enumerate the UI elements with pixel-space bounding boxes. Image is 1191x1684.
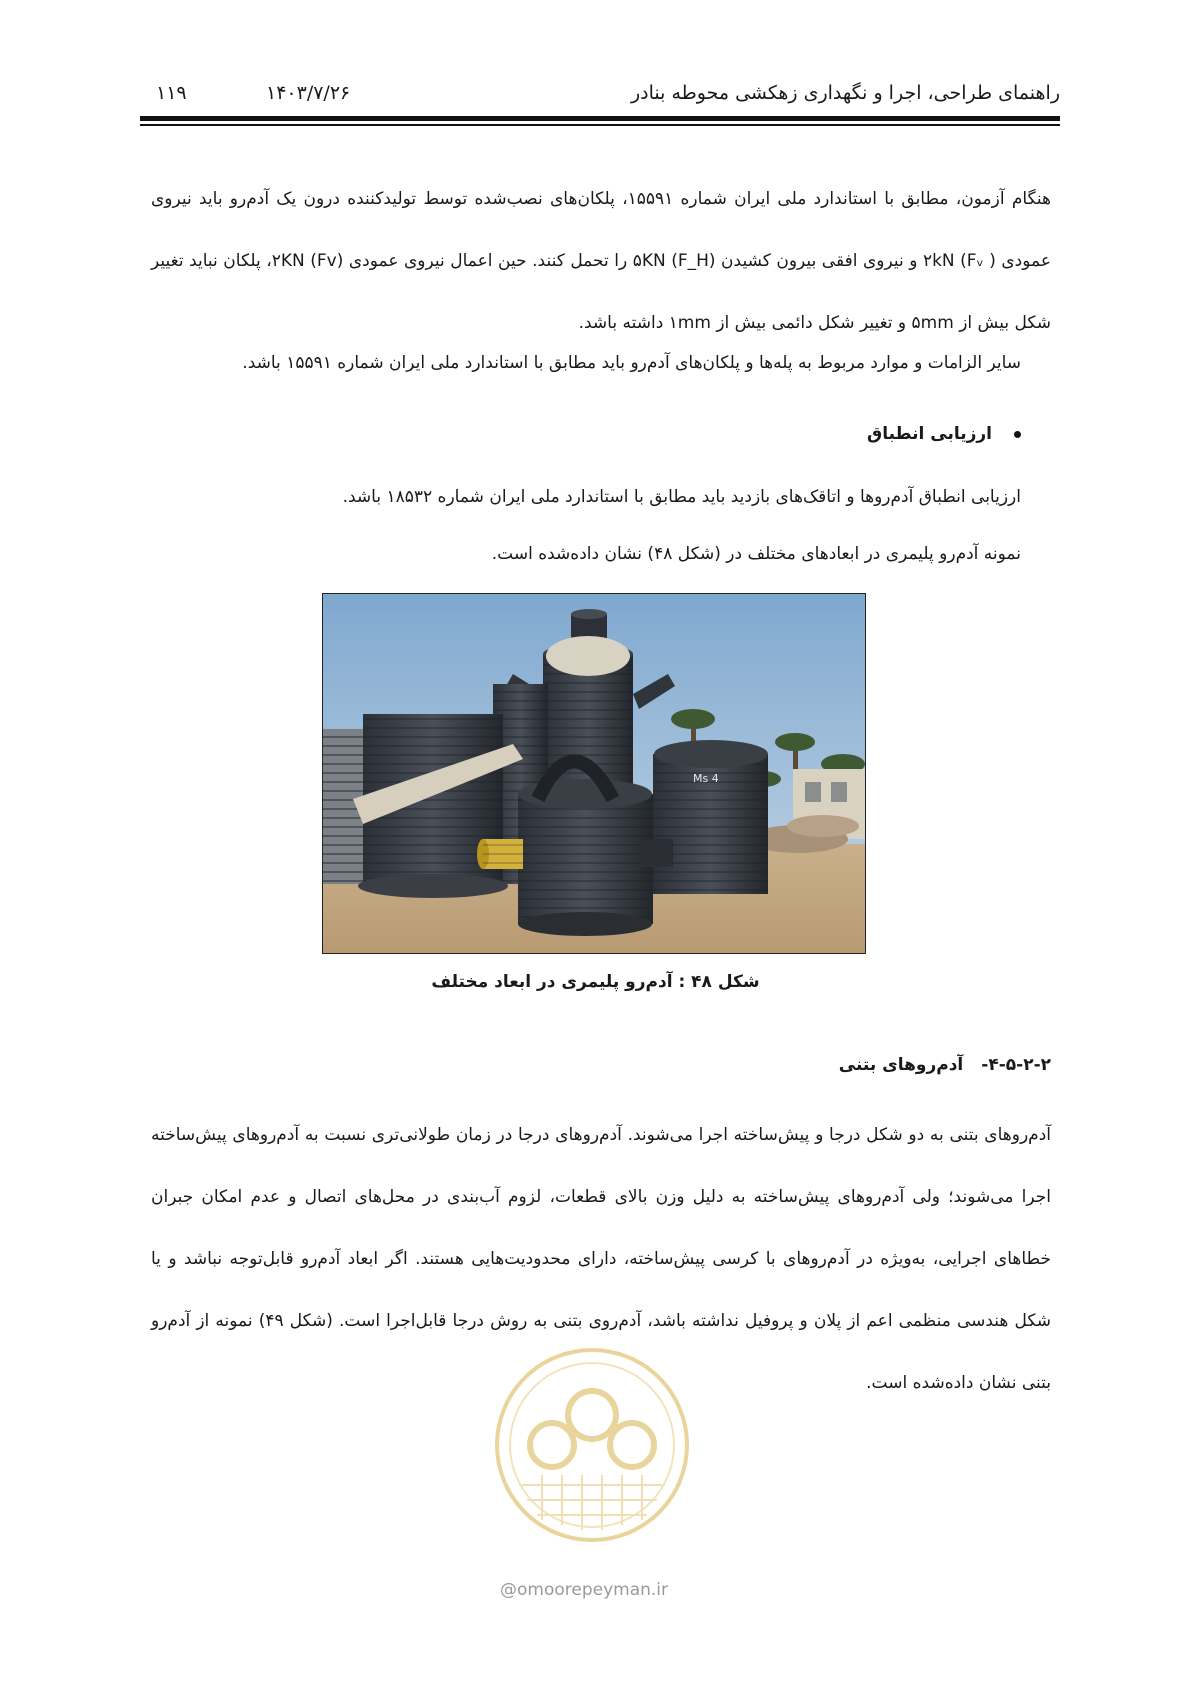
paragraph-concrete-manholes: آدم‌روهای بتنی به دو شکل درجا و پیش‌ساخته اجرا می‌شوند. آدم‌روهای درجا در زمان طولانی‌تری نسبت به آدم‌روهای پیش‌ساخته اجرا می‌شوند؛ ولی آدم‌روهای پیش‌ساخته به دلیل وزن بالای قطعات، لزوم آب‌بندی در محل‌های اتصال و عدم امکان جبران خطاهای اجرایی، به‌ویژه در آدم‌روهای با کرسی پیش‌ساخته، دارای محدودیت‌هایی هستند. اگر ابعاد آدم‌رو قابل‌توجه نباشد و یا شکل هندسی منظمی اعم از پلان و پروفیل نداشته باشد، آدم‌روی بتنی به روش درجا قابل‌اجرا است. (شکل ۴۹) نمونه از آدم‌رو بتنی نشان داده‌شده است. [151, 1125, 1052, 1393]
header-title: راهنمای طراحی، اجرا و نگهداری زهکشی محوطه بنادر [630, 82, 1060, 104]
bullet-heading-text: ارزیابی انطباق [867, 424, 992, 444]
bullet-icon [1014, 431, 1021, 438]
header-rule-thick [140, 116, 1060, 121]
figure-polymer-manholes [322, 593, 866, 954]
header-date: ۱۴۰۳/۷/۲۶ [266, 82, 351, 104]
watermark-seal-logo [482, 1335, 702, 1565]
section-heading [839, 1055, 1051, 1075]
bullet-heading [867, 424, 1021, 444]
paragraph-other-requirements: سایر الزامات و موارد مربوط به پله‌ها و پلکان‌های آدم‌رو باید مطابق با استاندارد ملی ایران شماره ۱۵۵۹۱ باشد. [242, 353, 1021, 373]
section-number: ۴-۵-۲-۲- [981, 1055, 1051, 1075]
page-header [140, 78, 1060, 114]
polymer-manholes-photo [323, 594, 865, 953]
paragraph-load-test: هنگام آزمون، مطابق با استاندارد ملی ایران شماره ۱۵۵۹۱، پلکان‌های نصب‌شده توسط تولیدکننده درون یک آدم‌رو باید نیروی عمودی ( ۲kN (Fᵥ و نیروی افقی بیرون کشیدن ۵KN (F_H) را تحمل کنند. حین اعمال نیروی عمودی ۲KN (Fv)، پلکان نباید تغییر شکل بیش از ۵mm و تغییر شکل دائمی بیش از ۱mm داشته باشد. [151, 189, 1052, 333]
header-rule-thin [140, 124, 1060, 126]
paragraph-conformity: ارزیابی انطباق آدم‌روها و اتاقک‌های بازدید باید مطابق با استاندارد ملی ایران شماره ۱۸۵۳۲ باشد. [342, 487, 1021, 507]
watermark-url: @omoorepeyman.ir [500, 1580, 669, 1600]
paragraph-figure-reference: نمونه آدم‌رو پلیمری در ابعادهای مختلف در (شکل ۴۸) نشان داده‌شده است. [491, 544, 1021, 564]
figure-stencil-label: Ms 4 [693, 772, 719, 785]
page-number: ۱۱۹ [156, 82, 187, 104]
section-title: آدم‌روهای بتنی [838, 1055, 964, 1075]
figure-caption: شکل ۴۸ : آدم‌رو پلیمری در ابعاد مختلف [431, 972, 760, 992]
